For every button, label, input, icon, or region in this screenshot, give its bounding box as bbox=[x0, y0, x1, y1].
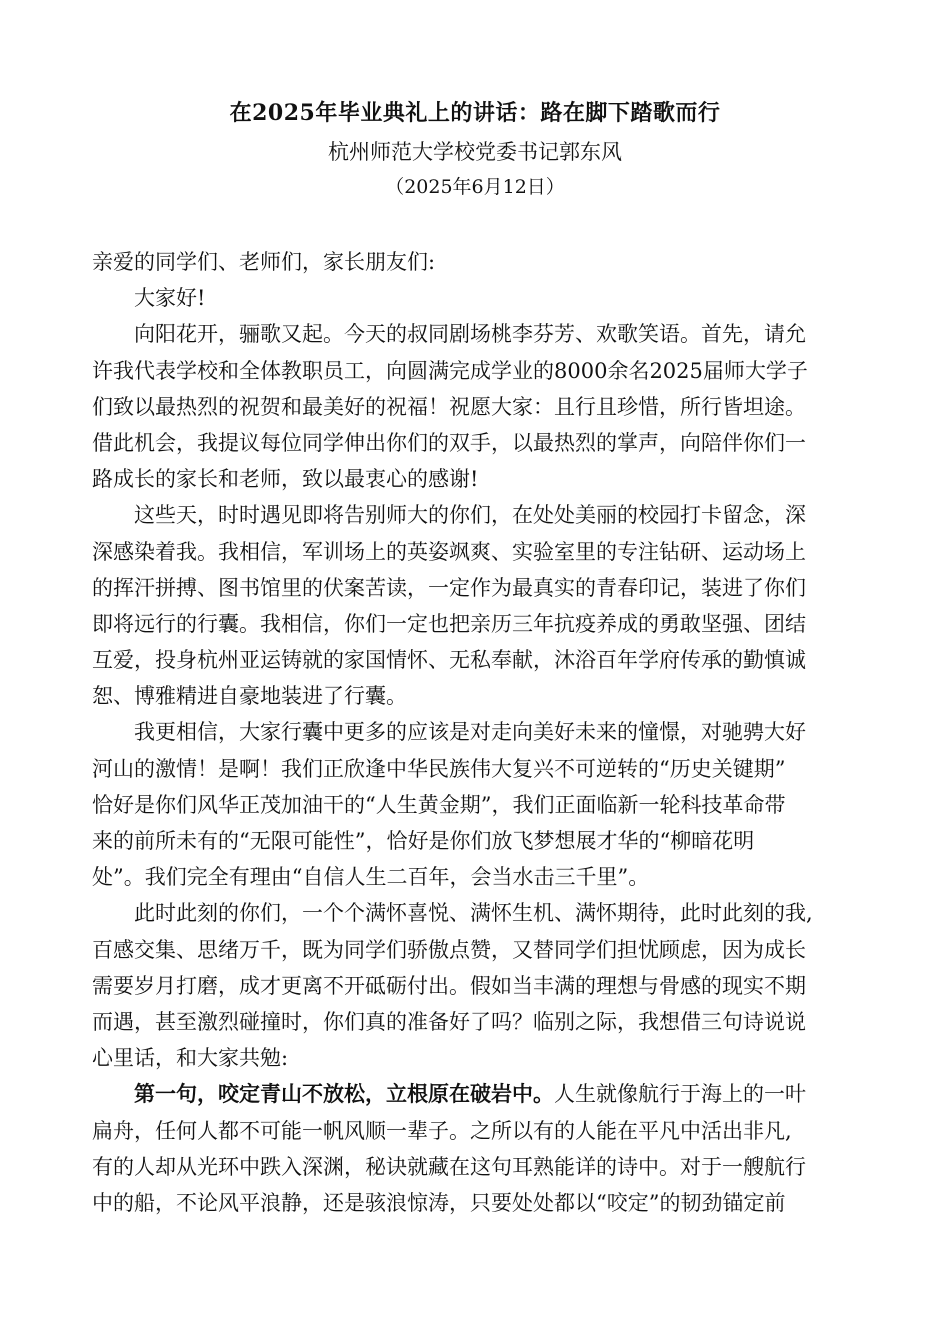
line-text: 有的人却从光环中跌入深渊，秘诀就藏在这句耳熟能详的诗中。对于一艘航行 bbox=[92, 1154, 806, 1179]
line-text: 来的前所未有的“无限可能性”，恰好是你们放飞梦想展才华的“柳暗花明 bbox=[92, 829, 755, 853]
line-text: 需要岁月打磨，成才更离不开砥砺付出。假如当丰满的理想与骨感的现实不期 bbox=[92, 973, 806, 998]
document-date: （2025年6月12日） bbox=[385, 176, 565, 198]
line-text: 扁舟，任何人都不可能一帆风顺一辈子。之所以有的人能在平凡中活出非凡, bbox=[92, 1118, 792, 1143]
text-line bbox=[92, 678, 864, 714]
line-text: 我更相信，大家行囊中更多的应该是对走向美好未来的憧憬，对驰骋大好 bbox=[134, 720, 806, 745]
line-text: 河山的激情！是啊！我们正欣逢中华民族伟大复兴不可逆转的“历史关键期” bbox=[92, 756, 786, 781]
line-text: 心里话，和大家共勉: bbox=[92, 1046, 289, 1071]
document-title: 在2025年毕业典礼上的讲话：路在脚下踏歌而行 bbox=[229, 100, 721, 126]
line-text: 百感交集、思绪万千，既为同学们骄傲点赞，又替同学们担忧顾虑，因为成长 bbox=[92, 937, 806, 962]
text-line bbox=[92, 1149, 864, 1185]
text-line bbox=[92, 244, 864, 280]
text-line bbox=[92, 606, 864, 642]
line-text: 这些天，时时遇见即将告别师大的你们，在处处美丽的校园打卡留念，深 bbox=[134, 503, 806, 528]
text-line bbox=[92, 642, 864, 678]
text-line bbox=[92, 425, 864, 461]
line-text: 恰好是你们风华正茂加油干的“人生黄金期”，我们正面临新一轮科技革命带 bbox=[92, 792, 786, 817]
text-line bbox=[92, 714, 864, 750]
line-text: 许我代表学校和全体教职员工，向圆满完成学业的8000余名2025届师大学子 bbox=[92, 358, 808, 383]
bold-lead-sentence: 第一句，咬定青山不放松，立根原在破岩中。 bbox=[134, 1081, 554, 1107]
text-line bbox=[92, 823, 864, 859]
line-text: 的挥汗拼搏、图书馆里的伏案苦读，一定作为最真实的青春印记，装进了你们 bbox=[92, 575, 806, 600]
line-text: 而遇，甚至激烈碰撞时，你们真的准备好了吗？临别之际，我想借三句诗说说 bbox=[92, 1009, 806, 1034]
line-text: 向阳花开，骊歌又起。今天的叔同剧场桃李芬芳、欢歌笑语。首先，请允 bbox=[134, 322, 806, 347]
line-text: 深感染着我。我相信，军训场上的英姿飒爽、实验室里的专注钻研、运动场上 bbox=[92, 539, 806, 564]
line-text: 大家好! bbox=[134, 286, 206, 311]
text-line bbox=[92, 895, 864, 931]
text-line bbox=[92, 932, 864, 968]
line-text: 处”。我们完全有理由“自信人生二百年，会当水击三千里”。 bbox=[92, 865, 650, 890]
line-text: 人生就像航行于海上的一叶 bbox=[554, 1082, 806, 1107]
text-line bbox=[92, 1040, 864, 1076]
text-line bbox=[92, 1076, 864, 1112]
text-line bbox=[92, 968, 864, 1004]
line-text: 即将远行的行囊。我相信，你们一定也把亲历三年抗疫养成的勇敢坚强、团结 bbox=[92, 611, 806, 636]
line-text: 恕、博雅精进自豪地装进了行囊。 bbox=[92, 684, 407, 709]
text-line bbox=[92, 859, 864, 895]
text-line bbox=[92, 497, 864, 533]
text-line bbox=[92, 461, 864, 497]
document-body bbox=[92, 244, 864, 1221]
text-line bbox=[92, 1113, 864, 1149]
line-text: 亲爱的同学们、老师们，家长朋友们: bbox=[92, 250, 436, 274]
text-line bbox=[92, 389, 864, 425]
text-line bbox=[92, 751, 864, 787]
text-line bbox=[92, 353, 864, 389]
text-line bbox=[92, 787, 864, 823]
line-text: 中的船，不论风平浪静，还是骇浪惊涛，只要处处都以“咬定”的韧劲锚定前 bbox=[92, 1190, 786, 1215]
line-text: 互爱，投身杭州亚运铸就的家国情怀、无私奉献，沐浴百年学府传承的勤慎诚 bbox=[92, 648, 806, 673]
document-author: 杭州师范大学校党委书记郭东风 bbox=[328, 140, 622, 164]
line-text: 此时此刻的你们，一个个满怀喜悦、满怀生机、满怀期待，此时此刻的我, bbox=[134, 901, 813, 926]
text-line bbox=[92, 1004, 864, 1040]
text-line bbox=[92, 1185, 864, 1221]
text-line bbox=[92, 316, 864, 352]
line-text: 路成长的家长和老师，致以最衷心的感谢! bbox=[92, 467, 479, 492]
line-text: 们致以最热烈的祝贺和最美好的祝福！祝愿大家：且行且珍惜，所行皆坦途。 bbox=[92, 394, 806, 419]
text-line bbox=[92, 280, 864, 316]
text-line bbox=[92, 570, 864, 606]
line-text: 借此机会，我提议每位同学伸出你们的双手，以最热烈的掌声，向陪伴你们一 bbox=[92, 430, 806, 455]
text-line bbox=[92, 534, 864, 570]
